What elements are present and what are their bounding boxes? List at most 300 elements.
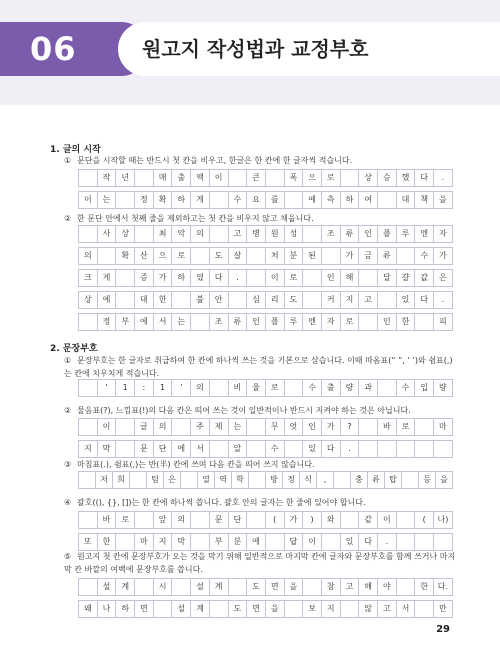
grid-cell: 계 (116, 579, 135, 595)
grid-cell: 도 (229, 601, 248, 617)
grid-cell: 수 (229, 192, 248, 208)
grid-cell: 요 (247, 192, 266, 208)
grid-cell: 불 (191, 292, 210, 308)
grid-cell: 나 (98, 601, 117, 617)
grid-cell: 문 (135, 441, 154, 457)
grid-cell: 값 (415, 270, 434, 286)
grid-cell (247, 419, 266, 435)
grid-cell (415, 441, 434, 457)
grid-cell (322, 534, 341, 550)
grid-row (78, 247, 453, 265)
rule-number: ⑤ (64, 552, 72, 561)
grid-cell: 를 (266, 192, 285, 208)
grid-row (78, 600, 453, 618)
grid-cell: 계 (210, 579, 229, 595)
grid-row (78, 578, 453, 596)
grid-cell: 을 (266, 601, 285, 617)
grid-cell: 인 (378, 314, 397, 330)
rule-number: ① (64, 356, 72, 365)
grid-cell: 있 (397, 292, 416, 308)
grid-cell: 야 (378, 579, 397, 595)
grid-cell: 부 (116, 314, 135, 330)
grid-cell: 년 (116, 170, 135, 186)
manuscript-grid (78, 418, 453, 458)
grid-cell: 확 (154, 192, 173, 208)
grid-cell: : (135, 380, 154, 396)
grid-cell: 무 (266, 419, 285, 435)
grid-cell (191, 534, 210, 550)
grid-cell: 상 (116, 226, 135, 242)
grid-cell: 된 (303, 248, 322, 264)
grid-cell: 고 (378, 601, 397, 617)
rule-number: ③ (64, 460, 72, 469)
grid-cell: 다 (415, 292, 434, 308)
grid-cell: 의 (172, 512, 191, 528)
grid-cell: ’ (172, 380, 191, 396)
chapter-number: 06 (30, 30, 77, 68)
grid-cell: 보 (303, 601, 322, 617)
grid-cell: 가 (285, 512, 304, 528)
grid-cell (303, 292, 322, 308)
grid-cell: 설 (191, 579, 210, 595)
grid-cell (210, 226, 229, 242)
grid-cell: 으 (154, 248, 173, 264)
grid-cell (359, 441, 378, 457)
grid-cell (181, 472, 198, 488)
grid-cell: 있 (341, 534, 360, 550)
grid-cell: 다 (322, 441, 341, 457)
grid-cell (210, 601, 229, 617)
grid-cell: 크 (79, 270, 98, 286)
grid-cell (303, 579, 322, 595)
grid-cell: 대 (397, 192, 416, 208)
grid-cell (247, 512, 266, 528)
grid-cell: 하 (172, 270, 191, 286)
grid-cell: 하 (341, 192, 360, 208)
grid-cell: 면 (247, 601, 266, 617)
grid-cell: 제 (210, 419, 229, 435)
grid-cell: 작 (98, 170, 117, 186)
grid-cell: 는 (229, 419, 248, 435)
grid-cell: 엔 (415, 226, 434, 242)
grid-cell (116, 292, 135, 308)
grid-cell: 해 (341, 270, 360, 286)
grid-cell: 가 (434, 248, 453, 264)
grid-cell (191, 512, 210, 528)
grid-cell: ( (415, 512, 434, 528)
grid-cell: 율 (247, 380, 266, 396)
grid-cell: 루 (285, 314, 304, 330)
grid-cell: 정 (98, 314, 117, 330)
grid-cell: 마 (434, 419, 453, 435)
grid-cell (79, 472, 96, 488)
grid-cell: 에 (172, 441, 191, 457)
manuscript-grid (78, 379, 453, 397)
grid-cell: 수 (303, 380, 322, 396)
grid-cell: . (434, 292, 453, 308)
grid-cell (172, 579, 191, 595)
grid-cell: 학 (232, 472, 249, 488)
grid-cell (415, 314, 434, 330)
grid-cell: 량 (341, 380, 360, 396)
grid-cell: 안 (210, 292, 229, 308)
grid-cell: 한 (415, 579, 434, 595)
grid-cell: 의 (79, 248, 98, 264)
grid-cell: 하 (116, 601, 135, 617)
grid-cell: . (229, 270, 248, 286)
grid-cell: 게 (191, 192, 210, 208)
grid-cell: 에 (247, 534, 266, 550)
rule-number: ② (64, 214, 72, 223)
grid-cell (191, 248, 210, 264)
grid-cell: 로 (172, 248, 191, 264)
grid-cell (98, 248, 117, 264)
grid-cell: 피 (434, 314, 453, 330)
grid-cell (378, 192, 397, 208)
rule-text: 물음표(?), 느낌표(!)의 다음 칸은 띄어 쓰는 것이 일반적이나 반드시 지켜야 하는 것은 아닙니다. (77, 406, 411, 415)
grid-cell: 서 (191, 441, 210, 457)
grid-cell (116, 441, 135, 457)
rule-text: 마침표(.), 쉼표(,)는 반(半) 칸에 쓰며 다음 칸을 띄어 쓰지 않습니다. (77, 460, 315, 469)
grid-cell: 면 (135, 601, 154, 617)
grid-cell: 한 (154, 292, 173, 308)
grid-cell: 은 (164, 472, 181, 488)
rule-text: 괄호((), {}, [])는 한 칸에 하나씩 씁니다. 괄호 안의 글자는 한 줄에 있어야 합니다. (77, 498, 366, 507)
grid-cell: 답 (285, 534, 304, 550)
grid-cell: 참 (322, 579, 341, 595)
grid-cell: 의 (154, 419, 173, 435)
grid-cell (79, 170, 98, 186)
grid-cell: 수 (415, 248, 434, 264)
grid-cell (378, 292, 397, 308)
grid-cell: 가 (154, 270, 173, 286)
grid-cell (397, 248, 416, 264)
grid-cell: 로 (285, 270, 304, 286)
grid-cell (397, 534, 416, 550)
grid-cell (341, 512, 360, 528)
grid-cell: 1 (154, 380, 173, 396)
rule-number: ④ (64, 498, 72, 507)
grid-cell: 한 (397, 314, 416, 330)
grid-cell: 지 (154, 534, 173, 550)
grid-cell: 서 (397, 601, 416, 617)
grid-cell: 막 (172, 534, 191, 550)
grid-cell: 부 (210, 534, 229, 550)
grid-cell: 인 (322, 270, 341, 286)
rule-item (64, 458, 460, 471)
grid-cell (172, 419, 191, 435)
grid-cell: 대 (135, 292, 154, 308)
grid-cell: 인 (359, 226, 378, 242)
grid-cell: 악 (172, 226, 191, 242)
grid-cell: 이 (378, 512, 397, 528)
grid-row (78, 440, 453, 458)
grid-cell: 설 (172, 601, 191, 617)
grid-row (78, 269, 453, 287)
grid-cell: 희 (113, 472, 130, 488)
grid-cell: 의 (191, 226, 210, 242)
grid-cell: 고 (229, 226, 248, 242)
grid-cell: 이 (266, 270, 285, 286)
grid-cell: 큰 (247, 170, 266, 186)
grid-cell: 로 (341, 314, 360, 330)
rule-item (64, 550, 460, 576)
grid-cell: 으 (303, 170, 322, 186)
grid-cell: 금 (359, 248, 378, 264)
grid-cell (79, 419, 98, 435)
grid-cell: 면 (266, 579, 285, 595)
grid-cell: 1 (116, 380, 135, 396)
rule-text: 문장부호는 한 글자로 취급하여 한 칸에 하나씩 쓰는 것을 기본으로 삼습니다. 이때 따옴표(“ ”, ‘ ’)와 쉼표(,)는 칸에 치우치게 적습니다. (64, 356, 453, 378)
grid-cell: 또 (79, 534, 98, 550)
rule-item (64, 154, 460, 167)
grid-cell: 달 (378, 270, 397, 286)
grid-row (78, 471, 453, 489)
grid-cell: 였 (191, 270, 210, 286)
grid-cell: 식 (300, 472, 317, 488)
grid-cell (285, 441, 304, 457)
manuscript-grid (78, 225, 453, 331)
grid-cell: 플 (378, 226, 397, 242)
grid-cell (116, 419, 135, 435)
grid-cell: 역 (215, 472, 232, 488)
grid-cell: 상 (359, 170, 378, 186)
grid-cell: ‘ (98, 380, 117, 396)
manuscript-grid (78, 169, 453, 209)
grid-cell: 이 (303, 534, 322, 550)
grid-cell: 만 (434, 601, 453, 617)
grid-cell: 지 (79, 441, 98, 457)
grid-cell: 승 (378, 170, 397, 186)
grid-cell (116, 270, 135, 286)
grid-cell (191, 314, 210, 330)
grid-cell: 문 (210, 512, 229, 528)
grid-cell: 탑 (385, 472, 402, 488)
grid-cell (249, 472, 266, 488)
grid-cell: ? (341, 419, 360, 435)
grid-cell (79, 380, 98, 396)
grid-cell: 액 (191, 170, 210, 186)
grid-cell: 출 (172, 170, 191, 186)
grid-cell: 인 (247, 314, 266, 330)
grid-cell (229, 170, 248, 186)
rule-text: 한 문단 안에서 첫째 줄을 제외하고는 첫 칸을 비우지 않고 채웁니다. (77, 214, 314, 223)
grid-cell (341, 170, 360, 186)
grid-cell: . (434, 170, 453, 186)
grid-cell: 이 (210, 170, 229, 186)
grid-cell (79, 226, 98, 242)
grid-cell: 시 (154, 579, 173, 595)
grid-cell (415, 419, 434, 435)
grid-cell: 했 (397, 170, 416, 186)
grid-cell: 여 (359, 192, 378, 208)
grid-cell: 단 (229, 512, 248, 528)
grid-cell (303, 226, 322, 242)
grid-cell: 책 (415, 192, 434, 208)
grid-cell (285, 601, 304, 617)
grid-cell (378, 380, 397, 396)
grid-cell: 로 (266, 380, 285, 396)
chapter-title: 원고지 작성법과 교정부호 (142, 37, 369, 61)
grid-cell: 사 (98, 226, 117, 242)
grid-cell: 게 (98, 270, 117, 286)
grid-cell (397, 441, 416, 457)
grid-cell: 자 (434, 226, 453, 242)
grid-cell: 엇 (285, 419, 304, 435)
grid-cell: 지 (322, 601, 341, 617)
grid-cell: 지 (341, 292, 360, 308)
grid-cell (130, 472, 147, 488)
grid-cell: 입 (415, 380, 434, 396)
grid-cell: 수 (397, 380, 416, 396)
grid-cell (359, 419, 378, 435)
grid-cell: 해 (359, 579, 378, 595)
grid-cell: 는 (98, 192, 117, 208)
grid-cell: 수 (266, 441, 285, 457)
grid-cell (341, 601, 360, 617)
grid-cell: 에 (98, 292, 117, 308)
grid-cell: 하 (172, 192, 191, 208)
grid-cell: 와 (322, 512, 341, 528)
grid-cell: 을 (285, 579, 304, 595)
grid-cell (247, 248, 266, 264)
grid-cell: 다 (210, 270, 229, 286)
grid-cell: 등 (419, 472, 436, 488)
grid-cell (434, 441, 453, 457)
grid-cell (266, 534, 285, 550)
grid-cell: 비 (229, 380, 248, 396)
grid-row (78, 313, 453, 331)
grid-cell: 매 (154, 170, 173, 186)
grid-cell (210, 380, 229, 396)
grid-cell: 분 (229, 534, 248, 550)
grid-cell: 엔 (303, 314, 322, 330)
manuscript-grid (78, 511, 453, 551)
grid-cell: 고 (341, 579, 360, 595)
grid-cell: . (341, 441, 360, 457)
grid-cell: 분 (285, 248, 304, 264)
grid-cell (434, 534, 453, 550)
grid-cell: 성 (285, 226, 304, 242)
grid-cell: 증 (135, 270, 154, 286)
grid-cell: 이 (98, 419, 117, 435)
grid-cell: 최 (154, 226, 173, 242)
grid-cell: 충 (351, 472, 368, 488)
grid-cell: 다 (415, 170, 434, 186)
grid-row (78, 533, 453, 551)
rule-text: 원고지 첫 칸에 문장부호가 오는 것을 막기 위해 일반적으로 마지막 칸에 글자와 문장부호를 함께 쓰거나 마지막 칸 바깥의 여백에 문장부호를 씁니다. (64, 552, 456, 574)
grid-cell: 폭 (285, 170, 304, 186)
grid-cell: 산 (135, 248, 154, 264)
grid-cell: 는 (172, 314, 191, 330)
grid-cell: , (317, 472, 334, 488)
grid-cell: 병 (247, 226, 266, 242)
grid-cell (116, 192, 135, 208)
grid-cell (116, 534, 135, 550)
grid-cell: 열 (198, 472, 215, 488)
grid-cell: 로 (116, 512, 135, 528)
grid-cell: 도 (247, 579, 266, 595)
grid-cell: 커 (322, 292, 341, 308)
grid-cell (247, 441, 266, 457)
grid-cell: 로 (322, 170, 341, 186)
rule-number: ② (64, 406, 72, 415)
grid-cell: 상 (79, 292, 98, 308)
grid-cell: 정 (283, 472, 300, 488)
grid-cell (378, 441, 397, 457)
rule-item (64, 404, 460, 417)
grid-cell: 에 (135, 314, 154, 330)
grid-row (78, 225, 453, 243)
grid-cell: 의 (191, 380, 210, 396)
grid-cell: 플 (266, 314, 285, 330)
grid-cell: 은 (434, 270, 453, 286)
grid-cell: 량 (434, 380, 453, 396)
grid-cell: 막 (98, 441, 117, 457)
grid-cell (285, 380, 304, 396)
grid-cell: 로 (397, 419, 416, 435)
section-title-start: 1. 글의 시작 (50, 145, 101, 155)
grid-cell: 같 (359, 512, 378, 528)
grid-row (78, 191, 453, 209)
grid-cell: ( (266, 512, 285, 528)
page-number: 29 (436, 624, 450, 635)
grid-cell (229, 579, 248, 595)
grid-cell: 마 (135, 534, 154, 550)
rule-text: 문단을 시작할 때는 반드시 첫 칸을 비우고, 한글은 한 칸에 한 글자씩 적습니다. (77, 156, 353, 165)
grid-cell: 조 (322, 226, 341, 242)
grid-cell: 팀 (147, 472, 164, 488)
grid-cell: 출 (322, 380, 341, 396)
rule-item (64, 212, 460, 225)
grid-cell: 리 (266, 292, 285, 308)
grid-cell: 서 (154, 314, 173, 330)
grid-cell: 계 (191, 601, 210, 617)
grid-row (78, 379, 453, 397)
grid-cell (334, 472, 351, 488)
grid-cell (402, 472, 419, 488)
grid-cell (135, 170, 154, 186)
grid-cell (397, 512, 416, 528)
grid-cell (79, 314, 98, 330)
grid-cell (210, 441, 229, 457)
rule-number: ① (64, 156, 72, 165)
manuscript-grid (78, 471, 453, 489)
grid-cell: 나) (434, 512, 453, 528)
grid-cell: 측 (322, 192, 341, 208)
grid-cell: 과 (359, 380, 378, 396)
grid-cell: 걀 (397, 270, 416, 286)
rule-item (64, 496, 460, 509)
rule-item (64, 354, 460, 380)
grid-cell: 설 (98, 579, 117, 595)
grid-cell: 고 (359, 292, 378, 308)
grid-cell: 확 (116, 248, 135, 264)
grid-cell (154, 601, 173, 617)
grid-cell (135, 512, 154, 528)
grid-cell (359, 314, 378, 330)
grid-cell (247, 270, 266, 286)
grid-cell: 한 (98, 534, 117, 550)
grid-cell: 을 (434, 192, 453, 208)
grid-cell (135, 226, 154, 242)
grid-cell: 저 (96, 472, 113, 488)
grid-cell: 다 (359, 534, 378, 550)
grid-cell: 살 (229, 248, 248, 264)
grid-cell: 조 (210, 314, 229, 330)
grid-cell: 단 (154, 441, 173, 457)
grid-cell: 바 (98, 512, 117, 528)
